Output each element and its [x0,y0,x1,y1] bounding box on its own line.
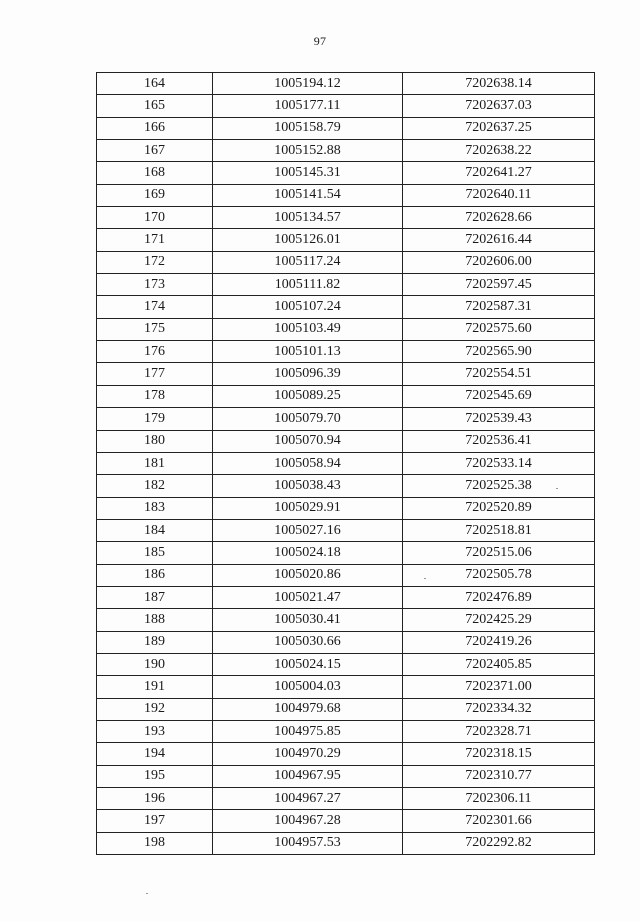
table-row [97,363,595,385]
point-number-cell: 198 [97,832,213,854]
point-number-cell: 172 [97,251,213,273]
scan-speck [424,578,426,579]
table-row [97,385,595,407]
x-coordinate-cell: 1005030.66 [213,631,403,653]
y-coordinate-cell: 7202533.14 [403,452,595,474]
y-coordinate-cell: 7202606.00 [403,251,595,273]
table-row [97,542,595,564]
x-coordinate-cell: 1005117.24 [213,251,403,273]
y-coordinate-cell: 7202637.25 [403,117,595,139]
y-coordinate-cell: 7202318.15 [403,743,595,765]
table-row [97,497,595,519]
point-number-cell: 178 [97,385,213,407]
y-coordinate-cell: 7202565.90 [403,341,595,363]
table-row [97,452,595,474]
point-number-cell: 188 [97,609,213,631]
x-coordinate-cell: 1005101.13 [213,341,403,363]
y-coordinate-cell: 7202425.29 [403,609,595,631]
y-coordinate-cell: 7202476.89 [403,586,595,608]
table-row [97,832,595,854]
x-coordinate-cell: 1005126.01 [213,229,403,251]
x-coordinate-cell: 1004967.28 [213,810,403,832]
x-coordinate-cell: 1005107.24 [213,296,403,318]
x-coordinate-cell: 1005004.03 [213,676,403,698]
x-coordinate-cell: 1005089.25 [213,385,403,407]
page-number: 97 [313,34,327,48]
point-number-cell: 173 [97,274,213,296]
x-coordinate-cell: 1005030.41 [213,609,403,631]
y-coordinate-cell: 7202539.43 [403,408,595,430]
x-coordinate-cell: 1005158.79 [213,117,403,139]
table-row [97,117,595,139]
point-number-cell: 175 [97,318,213,340]
y-coordinate-cell: 7202641.27 [403,162,595,184]
x-coordinate-cell: 1005103.49 [213,318,403,340]
y-coordinate-cell: 7202545.69 [403,385,595,407]
y-coordinate-cell: 7202405.85 [403,653,595,675]
x-coordinate-cell: 1004967.95 [213,765,403,787]
point-number-cell: 191 [97,676,213,698]
table-row [97,475,595,497]
x-coordinate-cell: 1005058.94 [213,452,403,474]
y-coordinate-cell: 7202334.32 [403,698,595,720]
point-number-cell: 166 [97,117,213,139]
point-number-cell: 177 [97,363,213,385]
point-number-cell: 168 [97,162,213,184]
table-row [97,765,595,787]
table-row [97,698,595,720]
y-coordinate-cell: 7202640.11 [403,184,595,206]
x-coordinate-cell: 1005070.94 [213,430,403,452]
coordinates-table [96,72,595,855]
y-coordinate-cell: 7202638.14 [403,73,595,95]
table-row [97,810,595,832]
y-coordinate-cell: 7202310.77 [403,765,595,787]
x-coordinate-cell: 1005029.91 [213,497,403,519]
y-coordinate-cell: 7202515.06 [403,542,595,564]
point-number-cell: 169 [97,184,213,206]
table-row [97,274,595,296]
y-coordinate-cell: 7202419.26 [403,631,595,653]
point-number-cell: 167 [97,140,213,162]
point-number-cell: 194 [97,743,213,765]
table-row [97,788,595,810]
x-coordinate-cell: 1005027.16 [213,519,403,541]
point-number-cell: 187 [97,586,213,608]
coordinates-table-body [97,73,595,855]
table-row [97,609,595,631]
point-number-cell: 171 [97,229,213,251]
scan-speck [556,488,558,489]
y-coordinate-cell: 7202518.81 [403,519,595,541]
x-coordinate-cell: 1005141.54 [213,184,403,206]
table-row [97,184,595,206]
table-row [97,631,595,653]
y-coordinate-cell: 7202597.45 [403,274,595,296]
scan-speck [146,893,148,894]
y-coordinate-cell: 7202301.66 [403,810,595,832]
x-coordinate-cell: 1005020.86 [213,564,403,586]
y-coordinate-cell: 7202520.89 [403,497,595,519]
y-coordinate-cell: 7202328.71 [403,720,595,742]
x-coordinate-cell: 1005111.82 [213,274,403,296]
y-coordinate-cell: 7202306.11 [403,788,595,810]
table-row [97,430,595,452]
point-number-cell: 197 [97,810,213,832]
y-coordinate-cell: 7202536.41 [403,430,595,452]
point-number-cell: 193 [97,720,213,742]
x-coordinate-cell: 1005038.43 [213,475,403,497]
y-coordinate-cell: 7202575.60 [403,318,595,340]
point-number-cell: 176 [97,341,213,363]
table-row [97,586,595,608]
point-number-cell: 190 [97,653,213,675]
point-number-cell: 196 [97,788,213,810]
x-coordinate-cell: 1005145.31 [213,162,403,184]
table-row [97,676,595,698]
x-coordinate-cell: 1004975.85 [213,720,403,742]
table-row [97,653,595,675]
point-number-cell: 192 [97,698,213,720]
table-row [97,564,595,586]
x-coordinate-cell: 1005024.15 [213,653,403,675]
point-number-cell: 165 [97,95,213,117]
point-number-cell: 183 [97,497,213,519]
y-coordinate-cell: 7202587.31 [403,296,595,318]
y-coordinate-cell: 7202554.51 [403,363,595,385]
point-number-cell: 180 [97,430,213,452]
x-coordinate-cell: 1005177.11 [213,95,403,117]
y-coordinate-cell: 7202505.78 [403,564,595,586]
table-row [97,73,595,95]
y-coordinate-cell: 7202616.44 [403,229,595,251]
point-number-cell: 174 [97,296,213,318]
x-coordinate-cell: 1005021.47 [213,586,403,608]
table-row [97,720,595,742]
table-row [97,207,595,229]
x-coordinate-cell: 1005024.18 [213,542,403,564]
point-number-cell: 195 [97,765,213,787]
x-coordinate-cell: 1005134.57 [213,207,403,229]
y-coordinate-cell: 7202628.66 [403,207,595,229]
y-coordinate-cell: 7202638.22 [403,140,595,162]
point-number-cell: 186 [97,564,213,586]
y-coordinate-cell: 7202371.00 [403,676,595,698]
x-coordinate-cell: 1005194.12 [213,73,403,95]
table-row [97,341,595,363]
table-row [97,162,595,184]
point-number-cell: 182 [97,475,213,497]
table-row [97,519,595,541]
point-number-cell: 185 [97,542,213,564]
table-row [97,743,595,765]
x-coordinate-cell: 1005096.39 [213,363,403,385]
point-number-cell: 181 [97,452,213,474]
table-row [97,251,595,273]
point-number-cell: 184 [97,519,213,541]
x-coordinate-cell: 1005152.88 [213,140,403,162]
table-row [97,95,595,117]
table-row [97,296,595,318]
y-coordinate-cell: 7202525.38 [403,475,595,497]
table-row [97,140,595,162]
table-row [97,408,595,430]
table-row [97,318,595,340]
point-number-cell: 170 [97,207,213,229]
point-number-cell: 179 [97,408,213,430]
point-number-cell: 164 [97,73,213,95]
point-number-cell: 189 [97,631,213,653]
x-coordinate-cell: 1004970.29 [213,743,403,765]
x-coordinate-cell: 1004957.53 [213,832,403,854]
x-coordinate-cell: 1004967.27 [213,788,403,810]
y-coordinate-cell: 7202292.82 [403,832,595,854]
y-coordinate-cell: 7202637.03 [403,95,595,117]
table-row [97,229,595,251]
x-coordinate-cell: 1004979.68 [213,698,403,720]
x-coordinate-cell: 1005079.70 [213,408,403,430]
